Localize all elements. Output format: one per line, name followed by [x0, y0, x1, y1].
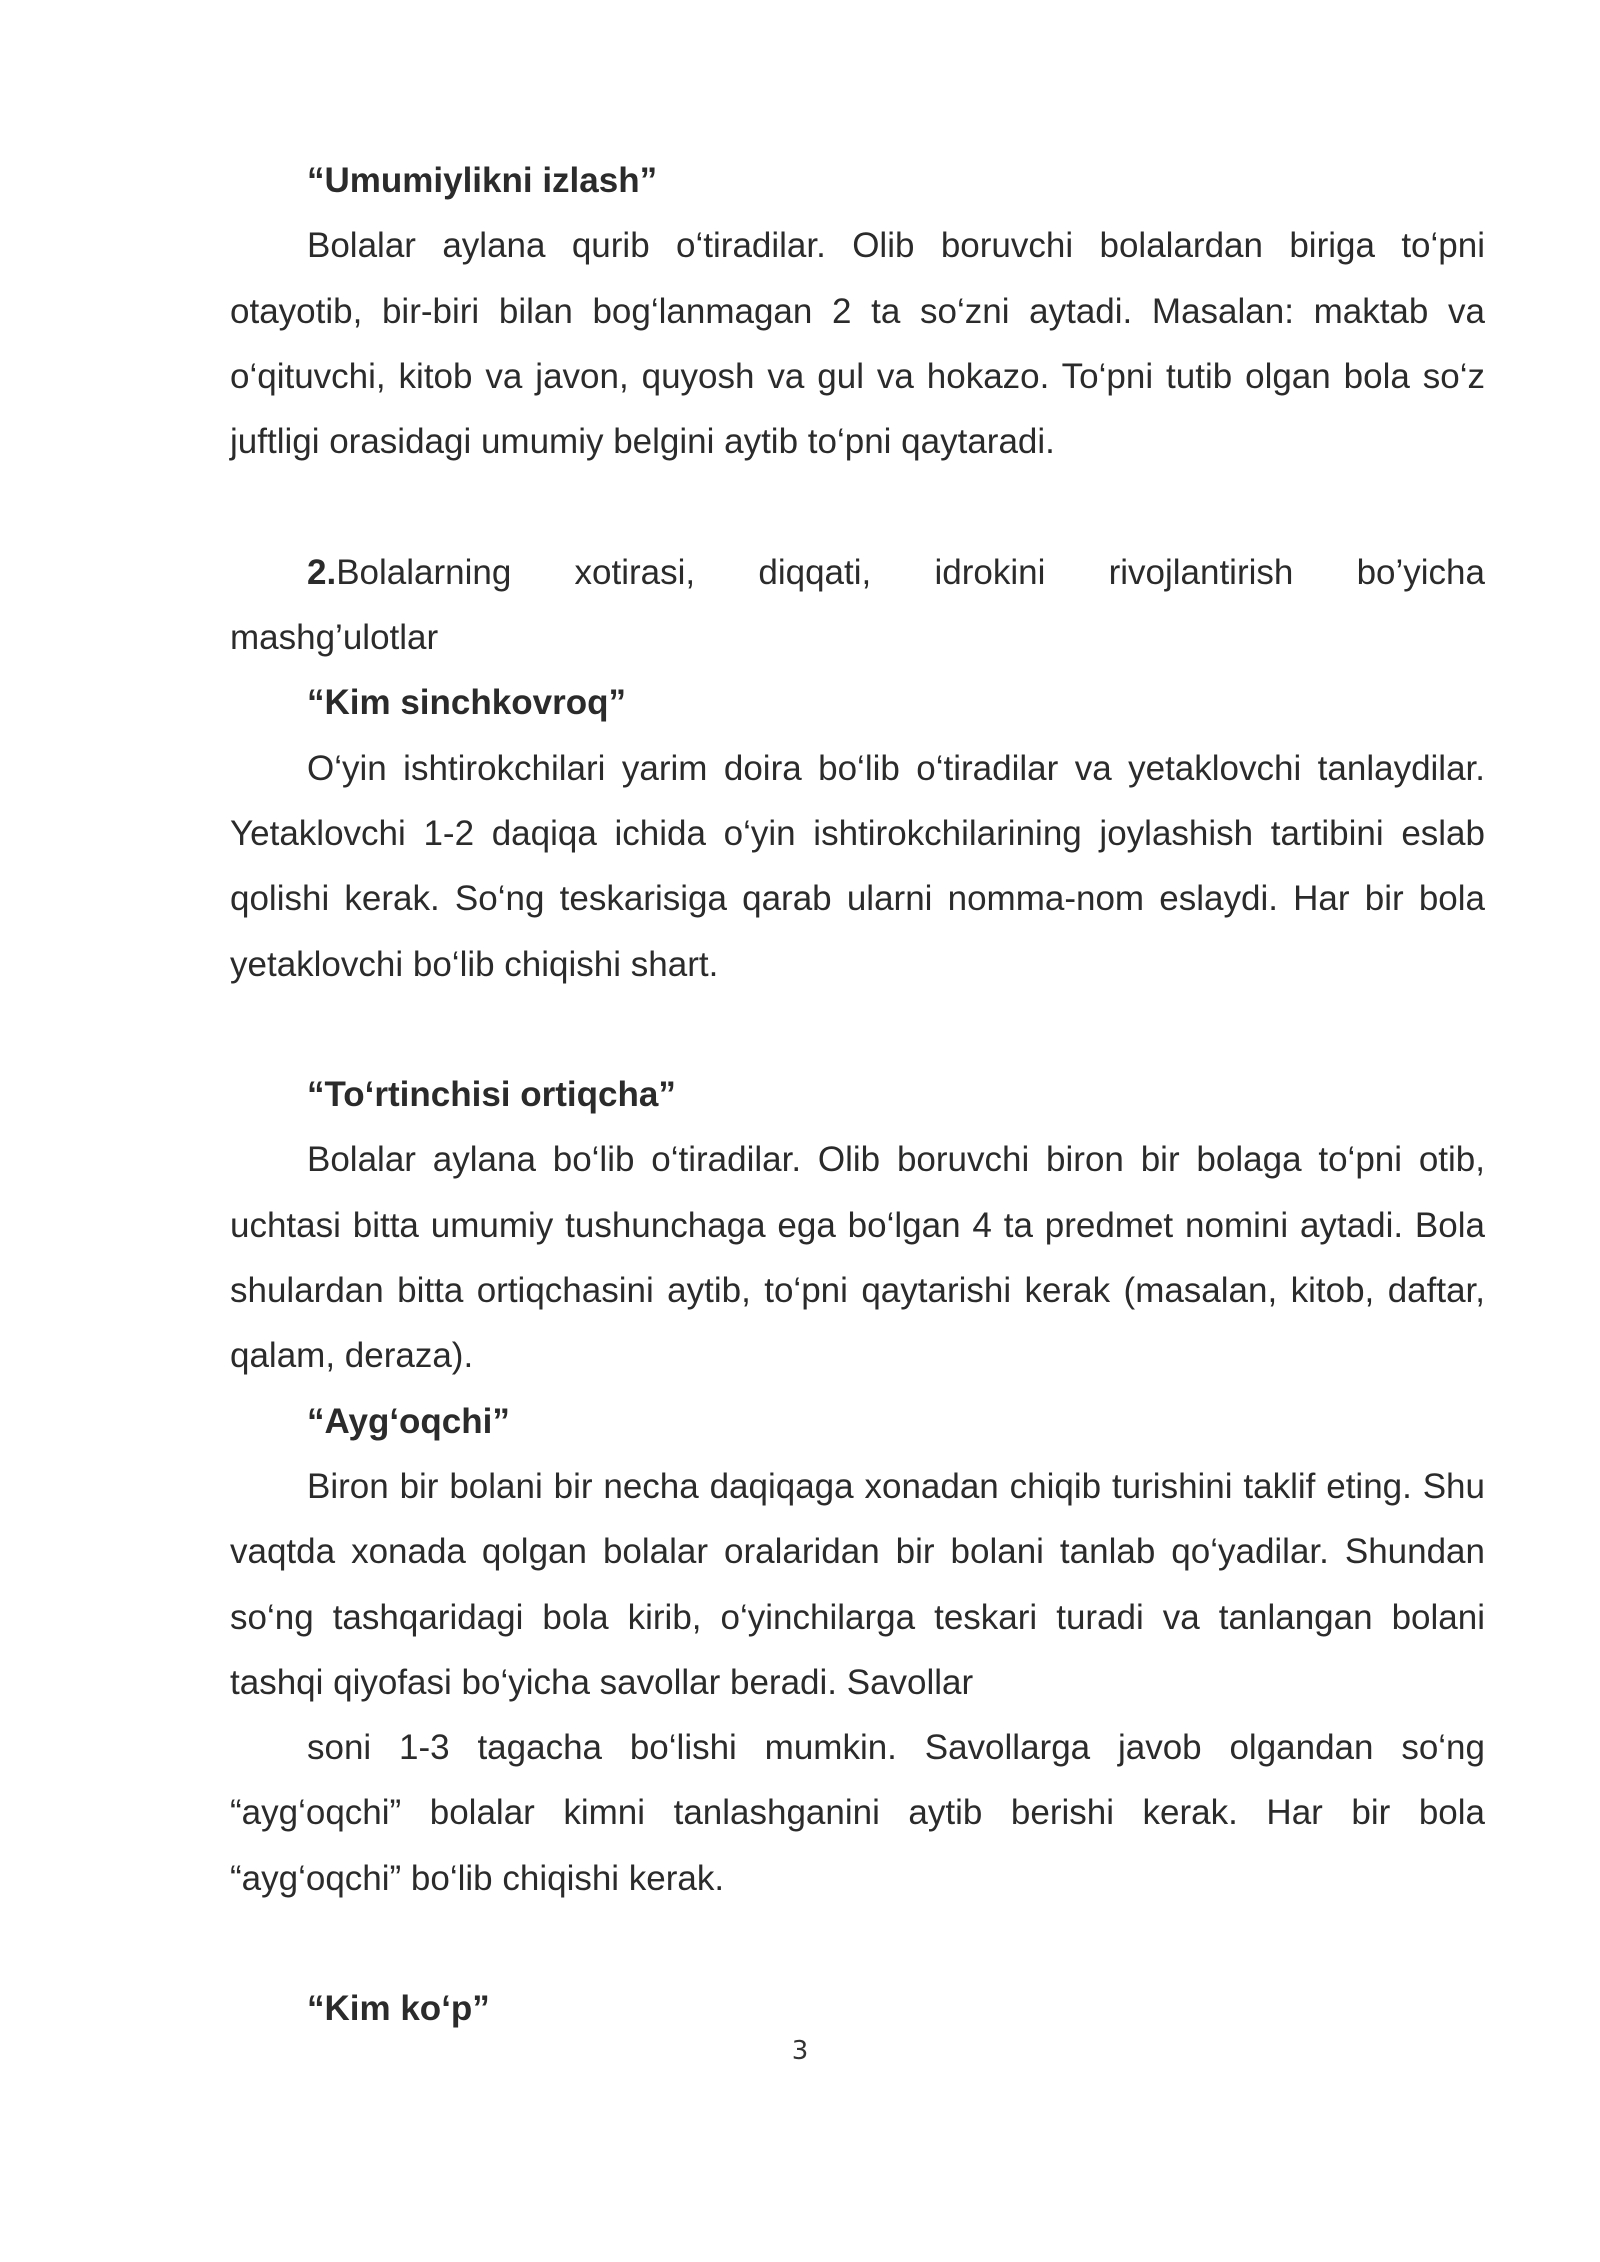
- spacer: [230, 1911, 1485, 1976]
- paragraph-tortinchisi-ortiqcha: Bolalar aylana bo‘lib o‘tiradilar. Olib boruvchi biron bir bolaga to‘pni otib, uchtasi bitta umumiy tushunchaga ega bo‘lgan 4 ta predmet nomini aytadi. Bola shulardan bitta ortiqchasini aytib, to‘pni qaytarishi kerak (masalan, kitob, daftar, qalam, deraza).: [230, 1140, 1485, 1376]
- page-content: [230, 148, 1485, 2042]
- section-2-title-line1: Bolalarning xotirasi, diqqati, idrokini rivojlantirish bo’yicha: [336, 552, 1485, 592]
- paragraph-aygoqchi-1: Biron bir bolani bir necha daqiqaga xonadan chiqib turishini taklif eting. Shu vaqtda xonada qolgan bolalar oralaridan bir bolani tanlab qo‘yadilar. Shundan so‘ng tashqaridagi bola kirib, o‘yinchilarga teskari turadi va tanlangan bolani tashqi qiyofasi bo‘yicha savollar beradi. Savollar: [230, 1466, 1485, 1702]
- heading-kim-sinchkovroq: “Kim sinchkovroq”: [307, 683, 626, 723]
- heading-umumiylikni-izlash: “Umumiylikni izlash”: [307, 161, 658, 200]
- page-number: 3: [791, 2036, 809, 2066]
- heading-aygoqchi: “Ayg‘oqchi”: [307, 1401, 510, 1441]
- heading-tortinchisi-ortiqcha: “To‘rtinchisi ortiqcha”: [307, 1075, 676, 1115]
- section-number: 2.: [307, 552, 337, 592]
- heading-kim-kop: “Kim ko‘p”: [307, 1989, 490, 2029]
- paragraph-aygoqchi-2: soni 1-3 tagacha bo‘lishi mumkin. Savollarga javob olgandan so‘ng “ayg‘oqchi” bolalar kimni tanlashganini aytib berishi kerak. Har bir bola “ayg‘oqchi” bo‘lib chiqishi kerak.: [230, 1728, 1485, 1898]
- paragraph-umumiylikni-izlash: Bolalar aylana qurib o‘tiradilar. Olib boruvchi bolalardan biriga to‘pni otayotib, bir-biri bilan bog‘lanmagan 2 ta so‘zni aytadi. Masalan: maktab va o‘qituvchi, kitob va javon, quyosh va gul va hokazo. To‘pni tutib olgan bola so‘z juftligi orasidagi umumiy belgini aytib to‘pni qaytaradi.: [230, 226, 1485, 462]
- paragraph-kim-sinchkovroq: O‘yin ishtirokchilari yarim doira bo‘lib o‘tiradilar va yetaklovchi tanlaydilar. Yetaklovchi 1-2 daqiqa ichida o‘yin ishtirokchilarining joylashish tartibini eslab qolishi kerak. So‘ng teskarisiga qarab ularni nomma-nom eslaydi. Har bir bola yetaklovchi bo‘lib chiqishi shart.: [230, 748, 1485, 984]
- spacer: [230, 997, 1485, 1062]
- spacer: [230, 474, 1485, 539]
- section-2-title-line2: mashg’ulotlar: [230, 618, 439, 658]
- section-2-heading: [230, 540, 1485, 605]
